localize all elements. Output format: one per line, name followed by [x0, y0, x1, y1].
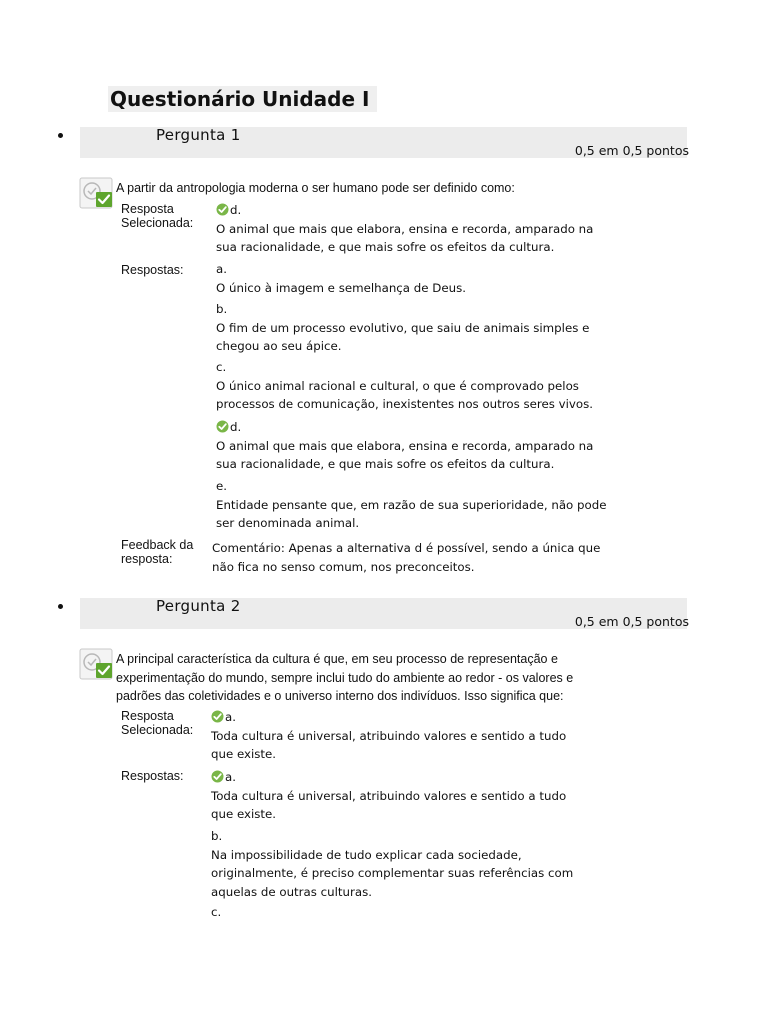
correct-check-icon: [211, 770, 224, 783]
answer-text: Entidade pensante que, em razão de sua superioridade, não pode ser denominada animal.: [216, 497, 607, 530]
answer-letter: d.: [230, 203, 242, 217]
feedback-text: Comentário: Apenas a alternativa d é possível, sendo a única que não fica no senso comum, nos preconceitos.: [212, 541, 601, 574]
answer-letter: a.: [225, 710, 236, 724]
selected-answer-label: Resposta Selecionada:: [121, 202, 194, 230]
list-bullet: [58, 133, 63, 138]
question-points: 0,5 em 0,5 pontos: [574, 143, 689, 158]
answer-option-b: [211, 827, 611, 901]
answer-letter: c.: [211, 905, 222, 919]
selected-answer: [216, 201, 616, 257]
answers-label: Respostas:: [121, 769, 184, 783]
answer-option-e: [216, 477, 616, 533]
question-label: Pergunta 2: [156, 597, 241, 615]
answer-text: O único animal racional e cultural, o que é comprovado pelos processos de comunicação, inexistentes nos outros seres vivos.: [216, 378, 593, 411]
answer-option-b: [216, 300, 616, 356]
answer-text: Toda cultura é universal, atribuindo valores e sentido a tudo que existe.: [211, 728, 567, 761]
answer-text: O animal que mais que elabora, ensina e recorda, amparado na sua racionalidade, e que mais sofre os efeitos da cultura.: [216, 221, 594, 254]
answer-option-c: [211, 903, 611, 922]
answer-option-a: [211, 768, 581, 824]
answer-letter: a.: [225, 770, 236, 784]
answer-text: O fim de um processo evolutivo, que saiu de animais simples e chegou ao seu ápice.: [216, 320, 590, 353]
selected-answer-label: Resposta Selecionada:: [121, 709, 194, 737]
answer-text: Na impossibilidade de tudo explicar cada sociedade, originalmente, é preciso complementar suas referências com aquelas de outras culturas.: [211, 847, 574, 899]
answer-letter: a.: [216, 262, 227, 276]
feedback-label: Feedback da resposta:: [121, 538, 194, 566]
question-correct-icon: [79, 648, 113, 680]
question-correct-icon: [79, 177, 113, 209]
answer-option-a: [216, 260, 616, 297]
answer-letter: b.: [216, 302, 228, 316]
question-points: 0,5 em 0,5 pontos: [574, 614, 689, 629]
question-text: A partir da antropologia moderna o ser humano pode ser definido como:: [116, 181, 515, 195]
correct-check-icon: [216, 420, 229, 433]
selected-answer: [211, 708, 581, 764]
answer-letter: e.: [216, 479, 228, 493]
correct-check-icon: [216, 203, 229, 216]
answer-option-d: [216, 418, 616, 474]
list-bullet: [58, 604, 63, 609]
answer-text: O animal que mais que elabora, ensina e recorda, amparado na sua racionalidade, e que mais sofre os efeitos da cultura.: [216, 438, 594, 471]
question-text: A principal característica da cultura é que, em seu processo de representação e experimentação do mundo, sempre inclui tudo do ambiente ao redor - os valores e padrões das coletividades e o universo interno dos indivíduos. Isso significa que:: [116, 652, 574, 703]
answer-letter: c.: [216, 360, 227, 374]
answers-label: Respostas:: [121, 263, 184, 277]
answer-letter: b.: [211, 829, 223, 843]
page-title: Questionário Unidade I: [108, 86, 377, 112]
answer-letter: d.: [230, 420, 242, 434]
answer-option-c: [216, 358, 616, 414]
question-label: Pergunta 1: [156, 126, 241, 144]
answer-text: O único à imagem e semelhança de Deus.: [216, 280, 466, 295]
correct-check-icon: [211, 710, 224, 723]
answer-text: Toda cultura é universal, atribuindo valores e sentido a tudo que existe.: [211, 788, 567, 821]
